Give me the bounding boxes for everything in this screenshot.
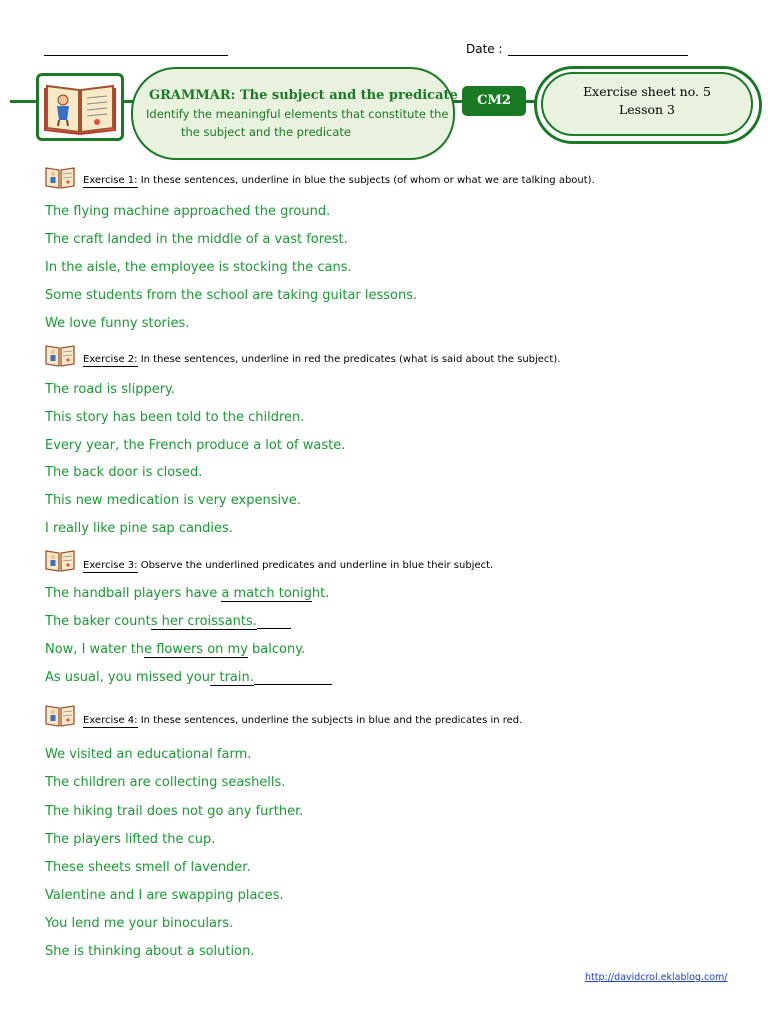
exercise-1-heading: [83, 175, 595, 186]
subtitle-line-1: Identify the meaningful elements that constitute the: [146, 107, 449, 121]
ex4-sentence-8: She is thinking about a solution.: [45, 944, 255, 959]
exercise-2-label: Exercise 2:: [83, 354, 138, 365]
date-blank-line: [508, 54, 688, 56]
exercise-1-book-icon: [44, 164, 76, 190]
ex3-sentence-3: [45, 642, 305, 657]
name-blank-line: [44, 54, 228, 56]
level-badge: CM2: [462, 86, 526, 116]
exercise-3-book-icon: [44, 547, 76, 573]
exercise-4-book-icon: [44, 702, 76, 728]
open-book-icon: [39, 76, 121, 138]
ex3-s2-underlined: s her croissants.: [150, 614, 257, 629]
book-icon-frame: [36, 73, 124, 141]
exercise-1-instruction: In these sentences, underline in blue the subjects (of whom or what we are talking about).: [137, 175, 595, 186]
ex3-s4-pre: As usual, you missed you: [45, 670, 211, 685]
exercise-3-instruction: Observe the underlined predicates and underline in blue their subject.: [137, 560, 494, 571]
ex1-sentence-3: In the aisle, the employee is stocking the cans.: [45, 260, 352, 275]
ex3-s1-underlined: a match tonig: [221, 586, 312, 601]
ex3-sentence-2: [45, 614, 291, 629]
exercise-1-label: Exercise 1:: [83, 175, 138, 186]
ex3-s3-post: balcony.: [247, 642, 306, 657]
ex3-s3-underlined: e flowers on my: [144, 642, 248, 657]
ex2-sentence-2: This story has been told to the children.: [45, 410, 305, 425]
ex4-sentence-7: You lend me your binoculars.: [45, 916, 234, 931]
exercise-2-book-icon: [44, 342, 76, 368]
exercise-3-heading: [83, 560, 493, 571]
ex2-sentence-4: The back door is closed.: [45, 465, 203, 480]
lesson-number: Lesson 3: [618, 102, 676, 117]
exercise-4-heading: [83, 715, 522, 726]
exercise-2-instruction: In these sentences, underline in red the predicates (what is said about the subject).: [137, 354, 561, 365]
ex3-s4-trailing-line: [254, 683, 332, 685]
ex3-s2-pre: The baker count: [45, 614, 151, 629]
sheet-number: Exercise sheet no. 5: [583, 84, 711, 99]
ex3-s3-pre: Now, I water th: [45, 642, 145, 657]
ex1-sentence-4: Some students from the school are taking guitar lessons.: [45, 288, 418, 303]
ex4-sentence-3: The hiking trail does not go any further.: [45, 804, 304, 819]
page-title: GRAMMAR: The subject and the predicate: [149, 88, 458, 103]
ex3-s1-pre: The handball players have: [45, 586, 222, 601]
ex3-s4-underlined: r train.: [210, 670, 254, 685]
ex4-sentence-5: These sheets smell of lavender.: [45, 860, 251, 875]
date-label: Date :: [466, 42, 503, 56]
ex2-sentence-1: The road is slippery.: [45, 382, 176, 397]
subtitle-line-2: the subject and the predicate: [181, 125, 351, 139]
ex1-sentence-2: The craft landed in the middle of a vast forest.: [45, 232, 348, 247]
ex4-sentence-4: The players lifted the cup.: [45, 832, 216, 847]
ex3-sentence-1: [45, 586, 329, 601]
exercise-4-label: Exercise 4:: [83, 715, 138, 726]
ex4-sentence-2: The children are collecting seashells.: [45, 775, 286, 790]
exercise-4-instruction: In these sentences, underline the subjects in blue and the predicates in red.: [137, 715, 523, 726]
subtitle-clip: [146, 105, 460, 123]
ex1-sentence-5: We love funny stories.: [45, 316, 190, 331]
exercise-3-label: Exercise 3:: [83, 560, 138, 571]
ex1-sentence-1: The flying machine approached the ground.: [45, 204, 331, 219]
ex3-s2-trailing-line: [257, 627, 291, 629]
ex3-sentence-4: [45, 670, 332, 685]
ex2-sentence-3: Every year, the French produce a lot of waste.: [45, 438, 346, 453]
ex4-sentence-1: We visited an educational farm.: [45, 747, 252, 762]
ex2-sentence-6: I really like pine sap candies.: [45, 521, 233, 536]
ex4-sentence-6: Valentine and I are swapping places.: [45, 888, 284, 903]
exercise-2-heading: [83, 354, 560, 365]
ex3-s1-post: ht.: [311, 586, 330, 601]
ex2-sentence-5: This new medication is very expensive.: [45, 493, 301, 508]
footer-link[interactable]: http://davidcrol.eklablog.com/: [585, 972, 728, 983]
